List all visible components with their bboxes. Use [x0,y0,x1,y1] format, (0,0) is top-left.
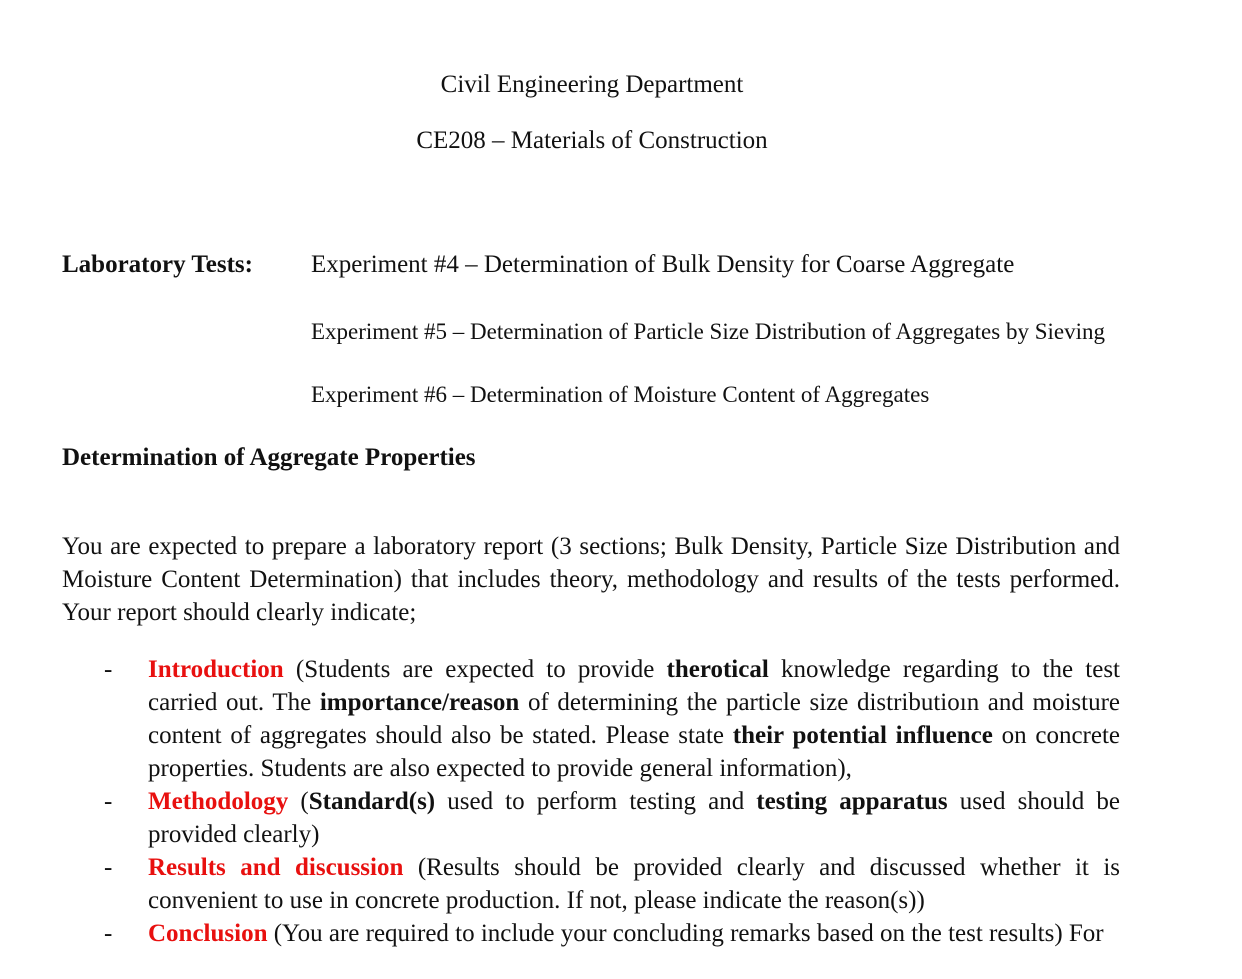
experiment-4: Experiment #4 – Determination of Bulk Density for Coarse Aggregate [311,251,1015,278]
bullet-title: Introduction [148,656,284,683]
bullet-dash: - [104,656,113,683]
bullet-title: Methodology [148,788,289,815]
bullet-dash: - [104,920,113,947]
bullet-emphasis: therotical [666,656,769,683]
bullet-text: (Results should be provided clearly and discussed whether it is convenient to use in concrete production. If not, please indicate the reason(s)) [148,854,1120,914]
bullet-emphasis: testing apparatus [756,788,948,815]
bullet-emphasis: their potential influence [732,722,993,749]
bullet-text: (Students are expected to provide [283,656,667,683]
bullet-text: used should be provided clearly) [148,788,1120,848]
experiment-5: Experiment #5 – Determination of Particle Size Distribution of Aggregates by Sieving [311,319,1105,344]
bullet-text: of determining the particle size distributioın and moisture content of aggregates should also be stated. Please state [148,689,1120,749]
section-heading: Determination of Aggregate Properties [62,444,476,471]
list-item-methodology [0,785,1120,851]
bullet-text: ( [288,788,309,815]
bullet-text: knowledge regarding to the test carried out. The [148,656,1121,716]
list-item-introduction [0,653,1120,785]
course-title: CE208 – Materials of Construction [416,127,768,154]
laboratory-tests-label: Laboratory Tests: [62,251,253,278]
bullet-title: Results and discussion [148,854,404,881]
bullet-emphasis: Standard(s) [308,788,436,815]
experiment-6: Experiment #6 – Determination of Moisture Content of Aggregates [311,382,930,407]
bullet-text: (You are required to include your concluding remarks based on the test results) For [267,920,1104,947]
bullet-text: on concrete properties. Students are also expected to provide general information), [148,722,1121,782]
list-item-conclusion [0,917,1120,950]
list-item-results [0,851,1120,917]
bullet-title: Conclusion [148,920,268,947]
bullet-text: used to perform testing and [435,788,757,815]
bullet-dash: - [104,854,113,881]
bullet-emphasis: importance/reason [319,689,520,716]
bullet-dash: - [104,788,113,815]
department-title: Civil Engineering Department [440,71,744,98]
intro-paragraph: You are expected to prepare a laboratory report (3 sections; Bulk Density, Particle Size Distribution and Moisture Content Determination) that includes theory, methodology and results of the tests performed. Your report should clearly indicate; [62,533,1120,626]
requirements-list [0,653,1242,950]
